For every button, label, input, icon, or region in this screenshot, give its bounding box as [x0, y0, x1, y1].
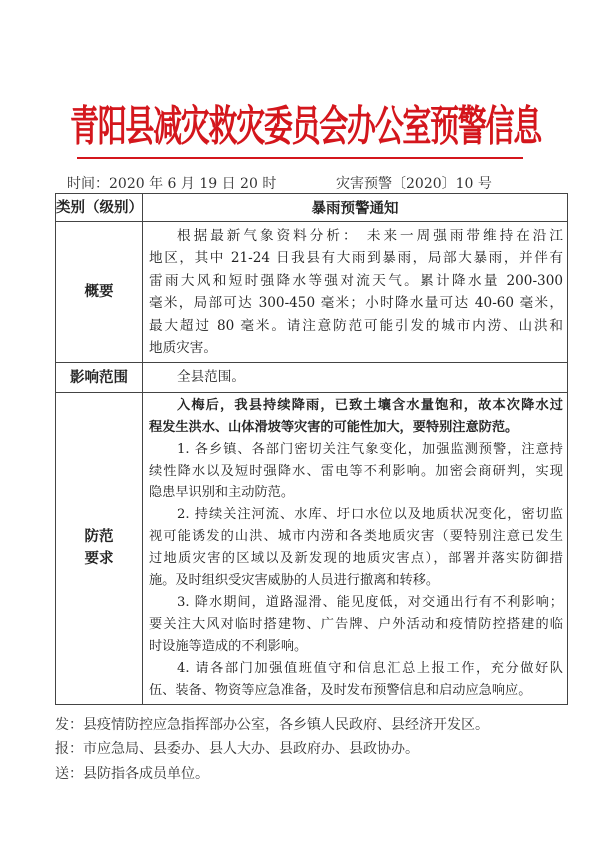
text-line: 2. 持续关注河流、水库、圩口水位以及地质状况变化，密切监 [177, 507, 563, 523]
requirement-paragraph [149, 658, 563, 702]
text-line: 视可能诱发的山洪、城市内涝和各类地质灾害（要特别注意已发生 [149, 529, 563, 545]
requirement-paragraph [149, 504, 563, 592]
distribution-cc: 送：县防指各成员单位。 [55, 766, 209, 782]
overview-row [56, 222, 568, 363]
text-line: 时设施等造成的不利影响。 [149, 638, 308, 654]
requirements-label-1: 防范 [84, 529, 114, 546]
text-line: 根据最新气象资料分析： 未来一周强雨带维持在沿江 [177, 228, 563, 244]
scope-row [56, 363, 568, 392]
requirement-paragraph [149, 395, 563, 439]
scope-text: 全县范围。 [177, 369, 245, 386]
text-line: 最大超过 80 毫米。请注意防范可能引发的城市内涝、山洪和 [149, 317, 563, 334]
requirements-content [143, 392, 568, 704]
warning-table [55, 193, 568, 705]
requirement-paragraph [149, 592, 563, 658]
doc-number: 灾害预警〔2020〕10 号 [336, 176, 492, 192]
title-divider [77, 157, 523, 159]
notice-title: 暴雨预警通知 [143, 194, 568, 222]
scope-content [143, 363, 568, 392]
text-line: 过地质灾害的区域以及新发现的地质灾害点），部署并落实防御措 [149, 551, 563, 567]
requirements-label [56, 392, 143, 704]
text-line: 地区，其中 21-24 日我县有大雨到暴雨，局部大暴雨，并伴有 [149, 250, 563, 267]
distribution-report: 报：市应急局、县委办、县人大办、县政府办、县政协办。 [55, 741, 419, 757]
text-line: 施。及时组织受灾害威胁的人员进行撤离和转移。 [149, 573, 440, 589]
text-line: 伍、装备、物资等应急准备，及时发布预警信息和启动应急响应。 [149, 682, 532, 698]
requirements-label-2: 要求 [84, 551, 114, 568]
text-line: 毫米，局部可达 300-450 毫米；小时降水量可达 40-60 毫米， [149, 295, 563, 312]
text-line: 要关注大风对临时搭建物、广告牌、户外活动和疫情防控搭建的临 [149, 616, 563, 632]
distribution-send: 发：县疫情防控应急指挥部办公室，各乡镇人民政府、县经济开发区。 [55, 717, 489, 733]
text-line: 4. 请各部门加强值班值守和信息汇总上报工作，充分做好队 [177, 660, 563, 676]
category-header: 类别（级别） [56, 194, 143, 222]
requirements-row [56, 392, 568, 704]
text-line: 程发生洪水、山体滑坡等灾害的可能性加大，要特别注意防范。 [149, 419, 519, 435]
issue-time: 时间：2020 年 6 月 19 日 20 时 [67, 176, 277, 192]
text-line: 续性降水以及短时强降水、雷电等不利影响。加密会商研判，实现 [149, 463, 563, 479]
text-line: 1. 各乡镇、各部门密切关注气象变化，加强监测预警，注意持 [177, 441, 563, 457]
text-line: 雷雨大风和短时强降水等强对流天气。累计降水量 200-300 [149, 272, 563, 289]
text-line: 入梅后，我县持续降雨，已致土壤含水量饱和，故本次降水过 [177, 397, 563, 413]
text-line: 隐患早识别和主动防范。 [149, 485, 295, 501]
overview-label: 概要 [56, 222, 143, 363]
overview-content [143, 222, 568, 363]
text-line: 3. 降水期间，道路湿滑、能见度低，对交通出行有不利影响； [177, 595, 563, 610]
document-title: 青阳县减灾救灾委员会办公室预警信息 [70, 101, 541, 151]
requirement-paragraph [149, 439, 563, 505]
table-header-row [56, 194, 568, 222]
scope-label: 影响范围 [56, 363, 143, 392]
text-line: 地质灾害。 [149, 340, 217, 357]
